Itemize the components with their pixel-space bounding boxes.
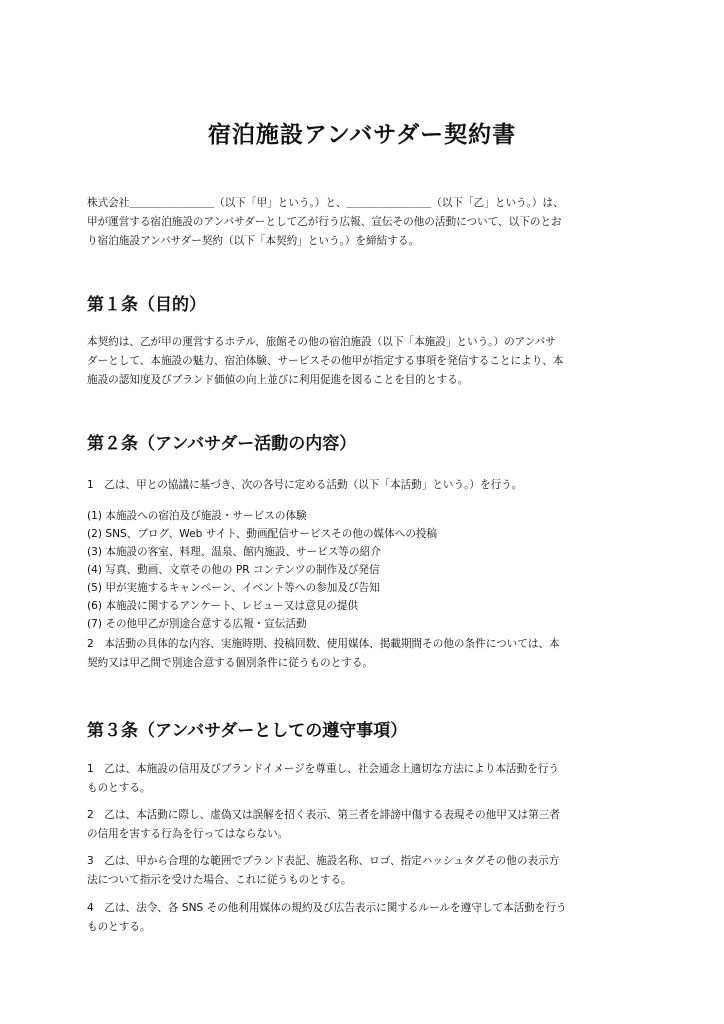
article1-body: [87, 333, 643, 390]
article3-heading: 第３条（アンバサダーとしての遵守事項）: [87, 721, 408, 741]
preamble-line: 株式会社＿＿＿＿＿＿＿＿（以下「甲」という。）と、＿＿＿＿＿＿＿＿（以下「乙」という。）は、: [87, 197, 564, 209]
article1-line: 施設の認知度及びブランド価値の向上並びに利用促進を図ることを目的とする。: [87, 374, 469, 386]
preamble-line: 甲が運営する宿泊施設のアンバサダーとして乙が行う広報、宣伝その他の活動について、以下のとお: [87, 216, 562, 228]
clause-line: 3 乙は、甲から合理的な範囲でブランド表記、施設名称、ロゴ、指定ハッシュタグその他の表示方: [87, 855, 560, 867]
clause-line: 2 乙は、本活動に際し、虚偽又は誤解を招く表示、第三者を誹謗中傷する表現その他甲又は第三者: [87, 809, 560, 821]
preamble-line: り宿泊施設アンバサダー契約（以下「本契約」という。）を締結する。: [87, 235, 420, 247]
article2-para2: [87, 635, 643, 673]
article3-clause-4: [87, 899, 643, 937]
article1-heading: 第１条（目的）: [87, 295, 206, 315]
list-item: (7) その他甲乙が別途合意する広報・宣伝活動: [87, 618, 307, 630]
article2-item-list: [87, 507, 643, 633]
article2-heading: 第２条（アンバサダー活動の内容）: [87, 434, 357, 454]
article3-clause-3: [87, 852, 643, 890]
article2-para1-line: 1 乙は、甲との協議に基づき、次の各号に定める活動（以下「本活動」という。）を行う。: [87, 479, 523, 491]
list-item: (4) 写真、動画、文章その他の PR コンテンツの制作及び発信: [87, 564, 380, 576]
article2-para2-line: 2 本活動の具体的な内容、実施時期、投稿回数、使用媒体、掲載期間その他の条件については、本: [87, 638, 560, 650]
article2-para2-line: 契約又は甲乙間で別途合意する個別条件に従うものとする。: [87, 657, 374, 669]
article2-para1: [87, 476, 643, 495]
article3-clause-1: [87, 760, 643, 798]
clause-line: ものとする。: [87, 921, 151, 933]
clause-line: 4 乙は、法令、各 SNS その他利用媒体の規約及び広告表示に関するルールを遵守して本活動を行う: [87, 902, 567, 914]
article1-line: ダーとして、本施設の魅力、宿泊体験、サービスその他甲が指定する事項を発信することにより、本: [87, 355, 564, 367]
clause-line: 法について指示を受けた場合、これに従うものとする。: [87, 874, 352, 886]
list-item: (2) SNS、ブログ、Web サイト、動画配信サービスその他の媒体への投稿: [87, 528, 438, 540]
list-item: (1) 本施設への宿泊及び施設・サービスの体験: [87, 510, 307, 522]
list-item: (6) 本施設に関するアンケート、レビュー又は意見の提供: [87, 600, 359, 612]
article1-line: 本契約は、乙が甲の運営するホテル、旅館その他の宿泊施設（以下「本施設」という。）のアンバサ: [87, 336, 556, 348]
list-item: (3) 本施設の客室、料理、温泉、館内施設、サービス等の紹介: [87, 546, 381, 558]
document-title: 宿泊施設アンバサダー契約書: [207, 122, 517, 148]
clause-line: ものとする。: [87, 782, 151, 794]
preamble: [87, 194, 643, 251]
clause-line: 1 乙は、本施設の信用及びブランドイメージを尊重し、社会通念上適切な方法により本活動を行う: [87, 763, 560, 775]
clause-line: の信用を害する行為を行ってはならない。: [87, 828, 289, 840]
article3-clause-2: [87, 806, 643, 844]
list-item: (5) 甲が実施するキャンペーン、イベント等への参加及び告知: [87, 582, 380, 594]
